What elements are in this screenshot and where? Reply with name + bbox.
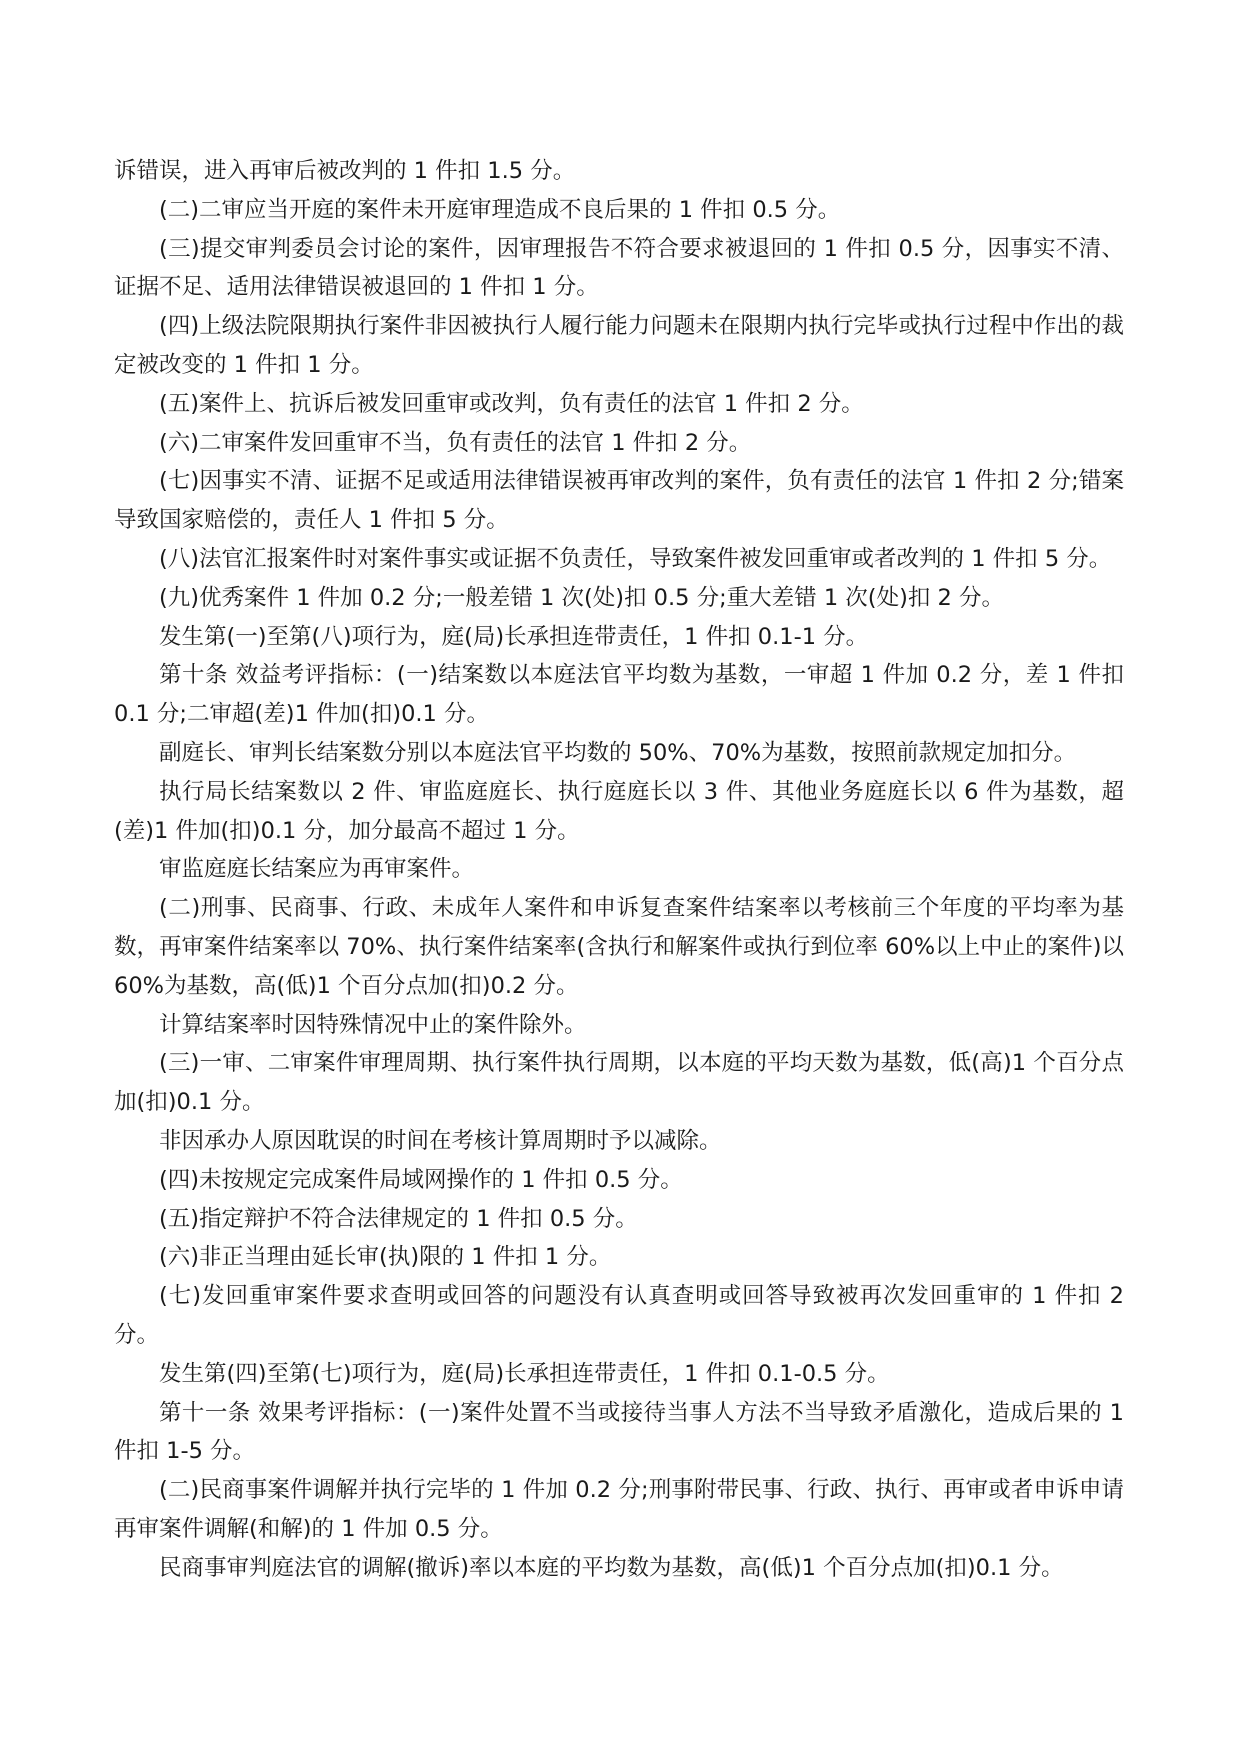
paragraph: (七)发回重审案件要求查明或回答的问题没有认真查明或回答导致被再次发回重审的 1 件扣 2 分。 (114, 1283, 1124, 1348)
paragraph: (六)二审案件发回重审不当，负有责任的法官 1 件扣 2 分。 (159, 429, 752, 456)
article-10-heading-paragraph: 第十条 效益考评指标：(一)结案数以本庭法官平均数为基数，一审超 1 件加 0.2 分，差 1 件扣 0.1 分;二审超(差)1 件加(扣)0.1 分。 (114, 662, 1124, 728)
paragraph: 民商事审判庭法官的调解(撤诉)率以本庭的平均数为基数，高(低)1 个百分点加(扣)0.1 分。 (159, 1554, 1064, 1581)
paragraph: (三)一审、二审案件审理周期、执行案件执行周期，以本庭的平均天数为基数，低(高)1 个百分点加(扣)0.1 分。 (114, 1050, 1124, 1116)
paragraph: 审监庭庭长结案应为再审案件。 (159, 856, 475, 883)
paragraph: 计算结案率时因特殊情况中止的案件除外。 (159, 1011, 587, 1038)
paragraph: (六)非正当理由延长审(执)限的 1 件扣 1 分。 (159, 1244, 612, 1271)
document-body (114, 152, 1124, 1587)
paragraph: (五)指定辩护不符合法律规定的 1 件扣 0.5 分。 (159, 1205, 638, 1232)
paragraph: (四)未按规定完成案件局域网操作的 1 件扣 0.5 分。 (159, 1166, 683, 1193)
paragraph: (八)法官汇报案件时对案件事实或证据不负责任，导致案件被发回重审或者改判的 1 件扣 5 分。 (159, 545, 1112, 572)
paragraph: 发生第(四)至第(七)项行为，庭(局)长承担连带责任，1 件扣 0.1-0.5 分。 (159, 1360, 890, 1387)
paragraph: (七)因事实不清、证据不足或适用法律错误被再审改判的案件，负有责任的法官 1 件扣 2 分;错案导致国家赔偿的，责任人 1 件扣 5 分。 (114, 468, 1124, 534)
article-11-heading-paragraph: 第十一条 效果考评指标：(一)案件处置不当或接待当事人方法不当导致矛盾激化，造成后果的 1 件扣 1-5 分。 (114, 1399, 1124, 1465)
paragraph: (四)上级法院限期执行案件非因被执行人履行能力问题未在限期内执行完毕或执行过程中作出的裁定被改变的 1 件扣 1 分。 (114, 313, 1124, 378)
paragraph: (五)案件上、抗诉后被发回重审或改判，负有责任的法官 1 件扣 2 分。 (159, 390, 864, 417)
paragraph: (三)提交审判委员会讨论的案件，因审理报告不符合要求被退回的 1 件扣 0.5 分，因事实不清、证据不足、适用法律错误被退回的 1 件扣 1 分。 (114, 235, 1124, 301)
paragraph: 非因承办人原因耽误的时间在考核计算周期时予以减除。 (159, 1127, 722, 1154)
paragraph: (九)优秀案件 1 件加 0.2 分;一般差错 1 次(处)扣 0.5 分;重大差错 1 次(处)扣 2 分。 (159, 584, 1004, 611)
paragraph: 发生第(一)至第(八)项行为，庭(局)长承担连带责任，1 件扣 0.1-1 分。 (159, 623, 869, 650)
paragraph: (二)民商事案件调解并执行完毕的 1 件加 0.2 分;刑事附带民事、行政、执行、再审或者申诉申请再审案件调解(和解)的 1 件加 0.5 分。 (114, 1477, 1124, 1542)
paragraph: 诉错误，进入再审后被改判的 1 件扣 1.5 分。 (114, 158, 576, 184)
paragraph: (二)二审应当开庭的案件未开庭审理造成不良后果的 1 件扣 0.5 分。 (159, 196, 841, 223)
paragraph: (二)刑事、民商事、行政、未成年人案件和申诉复查案件结案率以考核前三个年度的平均率为基数，再审案件结案率以 70%、执行案件结案率(含执行和解案件或执行到位率 60%以上中止的案件)以 60%为基数，高(低)1 个百分点加(扣)0.2 分。 (114, 895, 1124, 999)
paragraph: 副庭长、审判长结案数分别以本庭法官平均数的 50%、70%为基数，按照前款规定加扣分。 (159, 739, 1077, 766)
paragraph: 执行局长结案数以 2 件、审监庭庭长、执行庭庭长以 3 件、其他业务庭庭长以 6 件为基数，超(差)1 件加(扣)0.1 分，加分最高不超过 1 分。 (114, 778, 1124, 844)
